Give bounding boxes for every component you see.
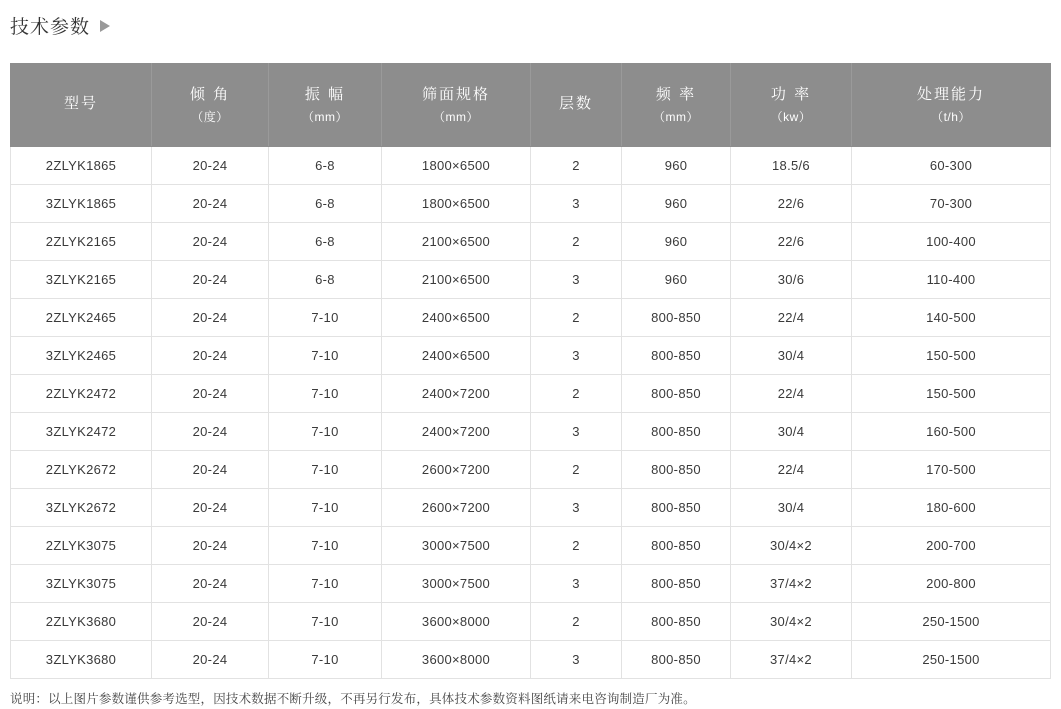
cell-capacity: 250-1500	[852, 641, 1051, 679]
cell-angle: 20-24	[152, 603, 269, 641]
cell-layers: 3	[531, 489, 622, 527]
cell-amplitude: 6-8	[269, 147, 382, 185]
cell-model: 2ZLYK2165	[11, 223, 152, 261]
cell-screen-size: 2400×6500	[382, 337, 531, 375]
cell-model: 2ZLYK2472	[11, 375, 152, 413]
cell-model: 2ZLYK3075	[11, 527, 152, 565]
cell-amplitude: 6-8	[269, 261, 382, 299]
table-row	[11, 299, 1051, 337]
cell-frequency: 800-850	[622, 413, 731, 451]
cell-power: 30/4	[731, 413, 852, 451]
cell-power: 30/4	[731, 337, 852, 375]
cell-capacity: 60-300	[852, 147, 1051, 185]
cell-capacity: 160-500	[852, 413, 1051, 451]
cell-frequency: 800-850	[622, 299, 731, 337]
cell-capacity: 70-300	[852, 185, 1051, 223]
table-row	[11, 223, 1051, 261]
table-row	[11, 147, 1051, 185]
cell-capacity: 200-700	[852, 527, 1051, 565]
cell-angle: 20-24	[152, 451, 269, 489]
cell-capacity: 250-1500	[852, 603, 1051, 641]
cell-frequency: 960	[622, 223, 731, 261]
cell-frequency: 800-850	[622, 641, 731, 679]
cell-amplitude: 7-10	[269, 413, 382, 451]
cell-angle: 20-24	[152, 261, 269, 299]
cell-capacity: 100-400	[852, 223, 1051, 261]
cell-frequency: 800-850	[622, 451, 731, 489]
cell-layers: 2	[531, 299, 622, 337]
cell-layers: 3	[531, 261, 622, 299]
cell-frequency: 800-850	[622, 489, 731, 527]
cell-frequency: 960	[622, 147, 731, 185]
cell-angle: 20-24	[152, 489, 269, 527]
cell-layers: 2	[531, 527, 622, 565]
cell-frequency: 800-850	[622, 603, 731, 641]
cell-screen-size: 2100×6500	[382, 223, 531, 261]
table-note: 说明：以上图片参数谨供参考选型，因技术数据不断升级，不再另行发布，具体技术参数资料图纸请来电咨询制造厂为准。	[10, 692, 696, 706]
cell-model: 3ZLYK2472	[11, 413, 152, 451]
cell-capacity: 200-800	[852, 565, 1051, 603]
table-row	[11, 527, 1051, 565]
cell-angle: 20-24	[152, 299, 269, 337]
column-header-screen-size: 筛面规格 （mm）	[382, 64, 531, 147]
cell-frequency: 800-850	[622, 527, 731, 565]
cell-screen-size: 3600×8000	[382, 641, 531, 679]
cell-power: 30/6	[731, 261, 852, 299]
cell-screen-size: 2400×7200	[382, 413, 531, 451]
cell-capacity: 180-600	[852, 489, 1051, 527]
cell-angle: 20-24	[152, 565, 269, 603]
cell-model: 2ZLYK2465	[11, 299, 152, 337]
cell-power: 22/4	[731, 375, 852, 413]
table-body	[11, 147, 1051, 679]
cell-amplitude: 7-10	[269, 527, 382, 565]
triangle-right-icon	[100, 20, 110, 32]
cell-screen-size: 1800×6500	[382, 147, 531, 185]
spec-table	[10, 63, 1051, 679]
cell-power: 37/4×2	[731, 565, 852, 603]
table-row	[11, 451, 1051, 489]
cell-angle: 20-24	[152, 527, 269, 565]
table-row	[11, 413, 1051, 451]
column-header-frequency: 频 率 （mm）	[622, 64, 731, 147]
cell-power: 30/4×2	[731, 603, 852, 641]
cell-screen-size: 2600×7200	[382, 489, 531, 527]
cell-model: 3ZLYK2165	[11, 261, 152, 299]
column-header-model: 型号	[11, 64, 152, 147]
cell-screen-size: 3000×7500	[382, 527, 531, 565]
cell-angle: 20-24	[152, 413, 269, 451]
cell-amplitude: 7-10	[269, 451, 382, 489]
cell-amplitude: 7-10	[269, 489, 382, 527]
column-header-angle: 倾 角 （度）	[152, 64, 269, 147]
cell-amplitude: 6-8	[269, 185, 382, 223]
spec-table-wrapper	[10, 63, 1051, 679]
cell-model: 2ZLYK1865	[11, 147, 152, 185]
table-row	[11, 375, 1051, 413]
cell-screen-size: 2400×7200	[382, 375, 531, 413]
column-header-power: 功 率 （kw）	[731, 64, 852, 147]
cell-screen-size: 1800×6500	[382, 185, 531, 223]
table-row	[11, 185, 1051, 223]
table-row	[11, 603, 1051, 641]
cell-power: 30/4×2	[731, 527, 852, 565]
cell-frequency: 800-850	[622, 337, 731, 375]
cell-model: 2ZLYK2672	[11, 451, 152, 489]
cell-amplitude: 7-10	[269, 337, 382, 375]
cell-layers: 3	[531, 565, 622, 603]
cell-power: 18.5/6	[731, 147, 852, 185]
table-row	[11, 565, 1051, 603]
cell-power: 22/6	[731, 223, 852, 261]
cell-layers: 2	[531, 223, 622, 261]
page-title: 技术参数	[10, 17, 91, 38]
cell-amplitude: 7-10	[269, 375, 382, 413]
cell-angle: 20-24	[152, 375, 269, 413]
column-header-layers: 层数	[531, 64, 622, 147]
cell-layers: 2	[531, 375, 622, 413]
cell-capacity: 150-500	[852, 375, 1051, 413]
table-row	[11, 489, 1051, 527]
section-heading	[0, 0, 1061, 49]
cell-angle: 20-24	[152, 223, 269, 261]
cell-capacity: 140-500	[852, 299, 1051, 337]
table-row	[11, 641, 1051, 679]
table-row	[11, 337, 1051, 375]
cell-power: 37/4×2	[731, 641, 852, 679]
cell-power: 22/4	[731, 451, 852, 489]
cell-layers: 3	[531, 185, 622, 223]
cell-power: 22/4	[731, 299, 852, 337]
cell-capacity: 110-400	[852, 261, 1051, 299]
cell-screen-size: 3000×7500	[382, 565, 531, 603]
cell-frequency: 960	[622, 185, 731, 223]
cell-layers: 3	[531, 641, 622, 679]
cell-capacity: 170-500	[852, 451, 1051, 489]
cell-angle: 20-24	[152, 147, 269, 185]
cell-model: 3ZLYK1865	[11, 185, 152, 223]
table-header	[11, 64, 1051, 147]
cell-screen-size: 3600×8000	[382, 603, 531, 641]
cell-amplitude: 7-10	[269, 299, 382, 337]
cell-frequency: 800-850	[622, 565, 731, 603]
cell-angle: 20-24	[152, 185, 269, 223]
cell-model: 2ZLYK3680	[11, 603, 152, 641]
cell-layers: 3	[531, 413, 622, 451]
table-row	[11, 261, 1051, 299]
cell-frequency: 800-850	[622, 375, 731, 413]
cell-screen-size: 2400×6500	[382, 299, 531, 337]
cell-amplitude: 7-10	[269, 565, 382, 603]
cell-model: 3ZLYK2465	[11, 337, 152, 375]
cell-frequency: 960	[622, 261, 731, 299]
cell-power: 30/4	[731, 489, 852, 527]
cell-layers: 3	[531, 337, 622, 375]
table-header-row	[11, 64, 1051, 147]
cell-screen-size: 2600×7200	[382, 451, 531, 489]
column-header-capacity: 处理能力 （t/h）	[852, 64, 1051, 147]
cell-screen-size: 2100×6500	[382, 261, 531, 299]
cell-model: 3ZLYK2672	[11, 489, 152, 527]
cell-layers: 2	[531, 147, 622, 185]
cell-angle: 20-24	[152, 337, 269, 375]
cell-model: 3ZLYK3075	[11, 565, 152, 603]
cell-capacity: 150-500	[852, 337, 1051, 375]
cell-model: 3ZLYK3680	[11, 641, 152, 679]
cell-amplitude: 7-10	[269, 641, 382, 679]
cell-power: 22/6	[731, 185, 852, 223]
cell-layers: 2	[531, 603, 622, 641]
cell-amplitude: 7-10	[269, 603, 382, 641]
column-header-amplitude: 振 幅 （mm）	[269, 64, 382, 147]
cell-angle: 20-24	[152, 641, 269, 679]
cell-layers: 2	[531, 451, 622, 489]
cell-amplitude: 6-8	[269, 223, 382, 261]
